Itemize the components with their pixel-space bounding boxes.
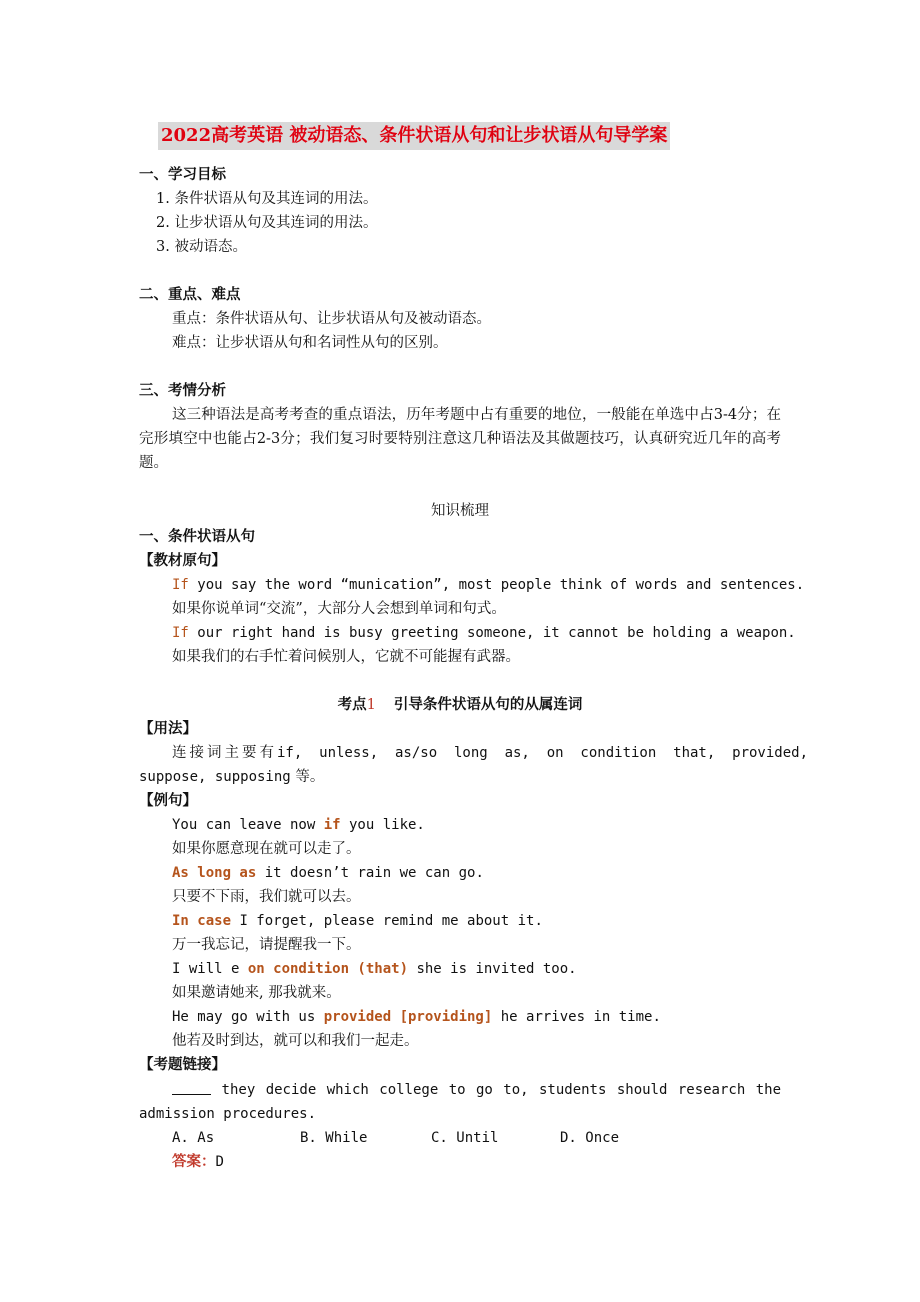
textbook-example-cn: 如果你说单词“交流”，大部分人会想到单词和句式。 [172,601,506,617]
option-c: C. Until [431,1130,499,1146]
example-en: In case I forget, please remind me about it. [172,913,543,929]
example-en: I will e on condition (that) she is invited too. [172,961,577,977]
section-heading-keypoints: 二、重点、难点 [139,286,241,303]
example-cn: 只要不下雨，我们就可以去。 [172,889,361,905]
answer-line [172,1152,224,1172]
keyword: As long as [172,865,257,881]
document-title: 2022高考英语 被动语态、条件状语从句和让步状语从句导学案 [158,122,670,150]
keyword: In case [172,913,232,929]
part1-heading: 一、条件状语从句 [139,528,255,545]
analysis-paragraph: 这三种语法是高考考查的重点语法，历年考题中占有重要的地位，一般能在单选中占3-4分；在完形填空中也能占2-3分；我们复习时要特别注意这几种语法及其做题技巧，认真研究近几年的高考题。 [139,407,781,471]
textbook-example-cn: 如果我们的右手忙着问候别人，它就不可能握有武器。 [172,649,520,665]
example-cn: 万一我忘记，请提醒我一下。 [172,937,361,953]
usage-line: suppose, supposing 等。 [139,769,325,785]
example-cn: 如果你愿意现在就可以走了。 [172,841,361,857]
key-point-text: 重点：条件状语从句、让步状语从句及被动语态。 [172,311,491,327]
answer-blank [172,1080,211,1095]
point-heading: 考点1 引导条件状语从句的从属连词 [337,696,583,713]
example-en: He may go with us provided [providing] he arrives in time. [172,1009,661,1025]
section-heading-goals: 一、学习目标 [139,166,226,183]
exam-link-label: 【考题链接】 [139,1056,226,1073]
option-a: A. As [172,1130,215,1146]
answer-label: 答案： [172,1153,216,1170]
section-heading-analysis: 三、考情分析 [139,382,226,399]
usage-line: 连接词主要有 if, unless, as/so long as, on condition that, provided, [172,745,809,761]
textbook-example-en: If our right hand is busy greeting someone, it cannot be holding a weapon. [172,625,796,641]
example-cn: 如果邀请她来, 那我就来。 [172,985,341,1001]
question-line: they decide which college to go to, students should research the [172,1080,781,1100]
answer-value: D [215,1154,224,1170]
textbook-label: 【教材原句】 [139,552,226,569]
keyword: provided [providing] [323,1009,493,1025]
goal-item: 3. 被动语态。 [156,239,247,255]
option-d: D. Once [560,1130,620,1146]
examples-label: 【例句】 [139,792,197,809]
example-en: You can leave now if you like. [172,817,425,833]
example-cn: 他若及时到达，就可以和我们一起走。 [172,1033,419,1049]
option-b: B. While [300,1130,368,1146]
keyword: on condition (that) [247,961,409,977]
keyword: If [172,577,189,593]
knowledge-heading: 知识梳理 [431,503,489,519]
difficult-point-text: 难点：让步状语从句和名词性从句的区别。 [172,335,448,351]
goal-item: 2. 让步状语从句及其连词的用法。 [156,215,378,231]
example-en: As long as it doesn’t rain we can go. [172,865,484,881]
textbook-example-en: If you say the word “munication”, most people think of words and sentences. [172,577,805,593]
keyword: If [172,625,189,641]
usage-label: 【用法】 [139,720,197,737]
goal-item: 1. 条件状语从句及其连词的用法。 [156,191,378,207]
keyword: if [323,817,341,833]
question-line: admission procedures. [139,1106,317,1122]
